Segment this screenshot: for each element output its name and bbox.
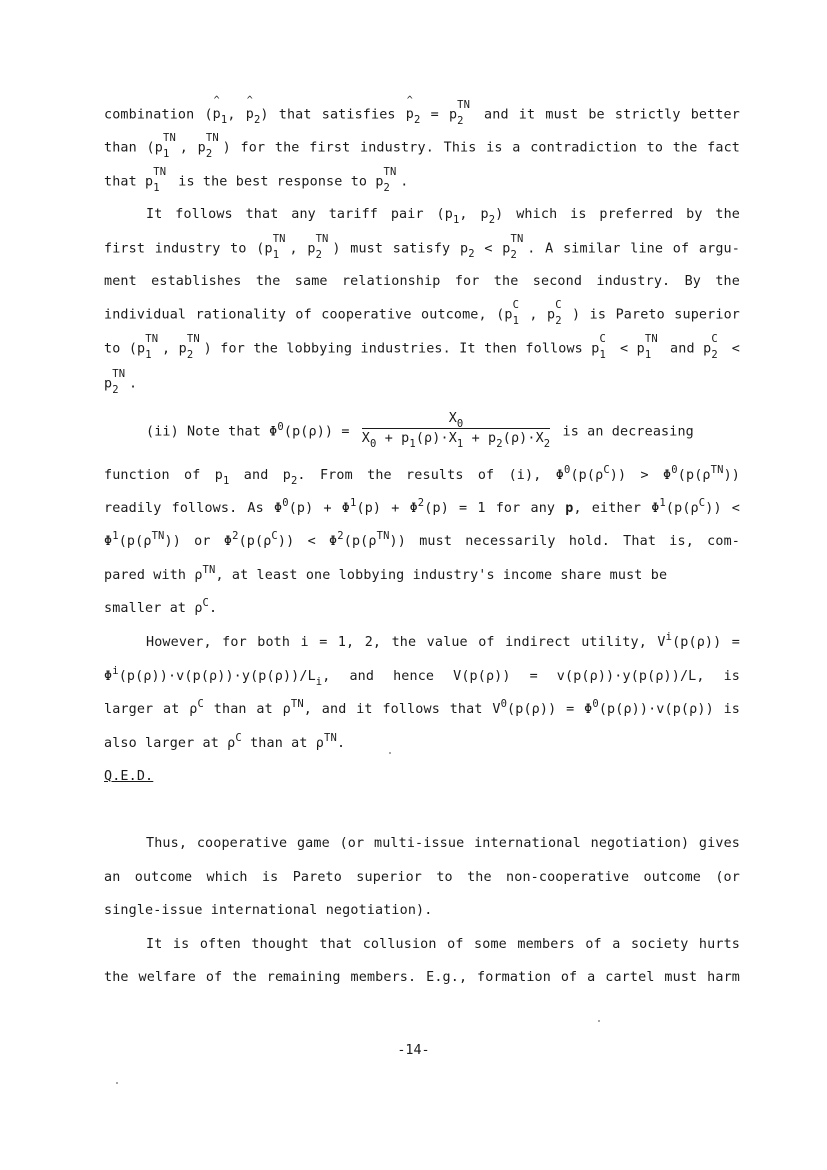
text-line-21: Thus, cooperative game (or multi-issue international negotiation) gives [146, 836, 740, 851]
qed-marker: Q.E.D. [104, 769, 154, 784]
text-line-24: It is often thought that collusion of some members of a society hurts [146, 937, 740, 952]
text-line-10-equation: (ii) Note that $\Phi^0(p(\rho))$ = $\frac{X_0}{X_0 + p_1(\rho)\cdot X_1 + p_2(\rho)\cdot X_2}$ is an decreasing [146, 411, 694, 450]
text-line-16: However, for both i = 1, 2, the value of indirect utility, $V^i(p(\rho))$ = [146, 631, 740, 650]
text-line-22: an outcome which is Pareto superior to the non-cooperative outcome (or [104, 870, 740, 885]
fraction [362, 411, 550, 448]
text-line-1: combination (^ $p_1$, ^ $p_2$) that satisfies ^ $p_2 = p$ TN 2 and it must be strictly better [104, 105, 740, 125]
text-line-2: than (p TN 1 , p TN 2 ) for the first industry. This is a contradiction to the fact [104, 132, 740, 160]
text-line-18: larger at $\rho^C$ than at $\rho^{TN}$, and it follows that $V^0(p(\rho)) = \Phi^0(p(\rho))\cdot v(p(\rho))$ is [104, 698, 740, 717]
text-line-19: also larger at $\rho^C$ than at $\rho^{TN}$. [104, 732, 346, 751]
scan-speck [389, 752, 391, 754]
text-line-11: function of $p_1$ and $p_2$. From the results of (i), $\Phi^0(p(\rho^C)) > \Phi^0(p(\rho^{TN}))$ [104, 464, 741, 487]
text-line-14: pared with $\rho^{TN}$, at least one lobbying industry's income share must be [104, 564, 668, 583]
text-line-23: single-issue international negotiation). [104, 903, 433, 918]
scan-speck [116, 1082, 118, 1084]
text-line-7: individual rationality of cooperative outcome, (p C 1 , p C 2 ) is Pareto superior [104, 299, 740, 327]
page-number: -14- [397, 1043, 430, 1058]
fraction-numerator: $X_0$ [362, 411, 550, 429]
text-line-5: first industry to (p TN 1 , p TN 2 ) must satisfy $p_2 < p$ TN 2 . A similar line of argu- [104, 233, 740, 261]
text-line-17: $\Phi^i(p(\rho))\cdot v(p(\rho))\cdot y(p(\rho))/L_i$, and hence V(p(ρ)) = v(p(ρ))·y(p(ρ))/L, is [104, 665, 740, 688]
text-line-6: ment establishes the same relationship for the second industry. By the [104, 274, 740, 289]
text-line-8: to (p TN 1 , p TN 2 ) for the lobbying industries. It then follows p C 1 < p TN 1 and p C 2 < [104, 333, 740, 361]
text-line-25: the welfare of the remaining members. E.g., formation of a cartel must harm [104, 970, 740, 985]
text-line-15: smaller at $\rho^C$. [104, 597, 218, 616]
text-line-12: readily follows. As $\Phi^0(p) + \Phi^1(p) + \Phi^2(p) = 1$ for any p, either $\Phi^1(p(\rho^C))$ < [104, 497, 741, 516]
text-line-13: $\Phi^1(p(\rho^{TN}))$ or $\Phi^2(p(\rho^C)) < \Phi^2(p(\rho^{TN}))$ must necessarily hold. That is, com- [104, 530, 741, 549]
text-line-9: p TN 2 . [104, 368, 138, 396]
text-line-3: that p TN 1 is the best response to p TN 2 . [104, 166, 409, 194]
scan-speck [598, 1020, 600, 1022]
fraction-denominator: $X_0 + p_1(\rho)\cdot X_1 + p_2(\rho)\cdot X_2$ [361, 431, 551, 450]
text-line-4: It follows that any tariff pair ($p_1$, $p_2$) which is preferred by the [146, 207, 740, 226]
